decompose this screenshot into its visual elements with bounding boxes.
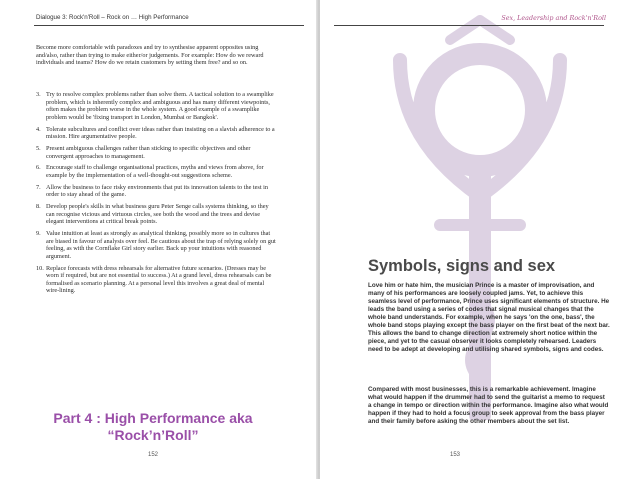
list-item — [36, 230, 276, 260]
list-item-number: 5. — [36, 144, 41, 152]
list-item-number: 7. — [36, 183, 41, 191]
list-item — [36, 184, 276, 199]
left-page-number: 152 — [148, 452, 159, 458]
caption-line-1: Part 4 : High Performance aka — [53, 410, 253, 426]
list-item-number: 8. — [36, 203, 41, 211]
list-item-text: Develop people's skills in what business guru Peter Senge calls systems thinking, so they can recognise vicious and virtuous circles, see both the wood and the trees and devise elegant interventions at critical break points. — [46, 203, 269, 226]
right-header-rule — [334, 25, 604, 26]
list-item-number: 10. — [36, 264, 44, 272]
list-item — [36, 265, 276, 295]
list-item-number: 3. — [36, 91, 41, 98]
list-item — [36, 145, 276, 160]
right-running-head: Sex, Leadership and Rock'n'Roll — [501, 14, 606, 22]
numbered-list — [36, 91, 276, 299]
left-header-rule — [34, 25, 304, 26]
love-symbol-icon — [380, 0, 580, 420]
list-item — [36, 203, 276, 226]
slide-caption — [22, 410, 284, 444]
list-item-text: Encourage staff to challenge organisational practices, myths and views from above, for example by the implementation of a well-thought-out suggestions scheme. — [46, 164, 264, 179]
section-heading: Symbols, signs and sex — [368, 257, 556, 275]
left-running-head: Dialogue 3: Rock'n'Roll – Rock on … High Performance — [36, 14, 189, 21]
intro-paragraph: Become more comfortable with paradoxes and try to synthesise apparent opposites using and/also, rather than trying to make either/or judgements. For example: How do we reward individuals and teams? How do we retain customers by setting them free? and so on. — [36, 44, 264, 67]
list-item-text: Value intuition at least as strongly as analytical thinking, possibly more so in cultures that are biased in favour of analysis over feel. Be cautious about the trap of relying solely on gut feeling, as with the Cornflake Girl story earlier. Back up your intuitions with reasoned argument. — [46, 230, 276, 260]
caption-line-2: “Rock’n’Roll” — [107, 427, 199, 443]
list-item-text: Allow the business to face risky environments that put its innovation talents to the test in order to stay ahead of the game. — [46, 183, 269, 199]
list-item-text: Try to resolve complex problems rather than solve them. A tactical solution to a swamplike problem, which is inherently complex and ambiguous and has many different viewpoints, often makes the problem worse in the whole system. A good example of a swamplike problem would be 'fixing transport in London, Mumbai or Bangkok'. — [46, 91, 274, 121]
right-page — [320, 0, 638, 479]
list-item-number: 6. — [36, 164, 41, 172]
list-item-text: Tolerate subcultures and conflict over ideas rather than insisting on a slavish adherence to a mission. Hire argumentative people. — [46, 125, 275, 141]
left-page — [0, 0, 318, 479]
list-item-text: Present ambiguous challenges rather than sticking to specific objectives and other convergent approaches to management. — [46, 144, 251, 160]
list-item-number: 4. — [36, 125, 41, 133]
list-item — [36, 164, 276, 179]
body-paragraph-2: Compared with most businesses, this is a remarkable achievement. Imagine what would happen if the drummer had to send the guitarist a memo to request a change in tempo or direction within the performance. Imagine also what would happen if they had to hold a focus group to seek approval from the bass player and their family before asking the other members about the set list. — [368, 386, 609, 425]
list-item — [36, 126, 276, 141]
list-item — [36, 91, 276, 121]
right-page-number: 153 — [450, 452, 461, 458]
list-item-text: Replace forecasts with dress rehearsals for alternative future scenarios. (Dresses may be worn if required, but are not essential to success.) At a grand level, dress rehearsals can be formalised as scenario planning. At a personal level this involves a great deal of mental wire-lining. — [46, 264, 272, 295]
list-item-number: 9. — [36, 230, 41, 238]
body-paragraph-1: Love him or hate him, the musician Prince is a master of improvisation, and many of his performances are loosely coupled jams. Yet, to achieve this seamless level of performance, Prince uses significant elements of structure. He leads the band using a series of codes that signal musical changes that the whole band understands. For example, when he says 'on the one, bass', the whole band stops playing except the bass player on the first beat of the next bar. This allows the band to change direction at extremely short notice within the piece, and yet to the casual observer it looks completely rehearsed. Leaders need to be adept at developing and utilising shared symbols, signs and codes. — [368, 282, 610, 353]
